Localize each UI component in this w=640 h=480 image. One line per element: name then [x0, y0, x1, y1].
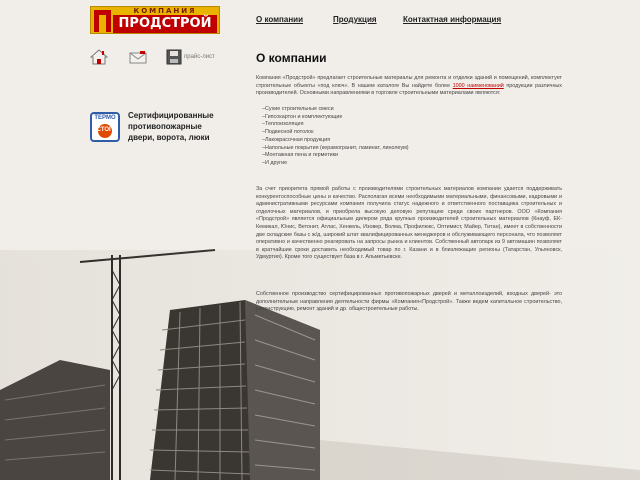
partners-paragraph: За счет приоритета прямой работы с производителями строительных материалов компании удается поддерживать конкурентоспособные цены и качество. Располагая всеми необходимыми материальными, финансовыми, кадровыми и административными ресурсами компания получила статус надежного и ответственного поставщика строительных и отделочных материалов, и приобрела высокую деловую репутацию среди своих партнеров. ООО «Компания «Продстрой» является официальным дилером ряда крупных производителей строительных материалов (Кнауф, ЕК-Кемикал, Юнис, Ветонит, Атлас, Хенкель, Изовер, Волма, Профилюкс, Оптимист, Майер, Титан), имеет в собственности две складские базы с ж/д, широкий штат квалифицированных менеджеров и обслуживающего персонала, что позволяет оперативно и качественно реагировать на запросы рынка и клиентов. Собственный автопарк из 9 автомашин позволяет в кратчайшие сроки доставить необходимый товар по г. Казани и в близлежащие регионы (Татарстан, Ульяновск, Удмуртия). Кроме того существует база в г. Альметьевске.: [256, 186, 562, 261]
production-paragraph: Собственное производство сертифицированных противопожарных дверей и металлоизделий, входных дверей- это дополнительные направления деятельности фирмы «Компания«Продстрой». Также ведем капитальное строительство, реконструкцию, ремонт зданий и др. общестроительные работы.: [256, 291, 562, 313]
list-item: –Сухие строительные смеси: [262, 106, 334, 112]
list-item: –Монтажная пена и герметики: [262, 152, 339, 159]
fire-doors-promo-text[interactable]: [128, 110, 238, 143]
promo-text-line: противопожарные: [128, 122, 202, 131]
logo-top-text: КОМПАНИЯ: [133, 7, 197, 15]
page-title: О компании: [256, 51, 327, 65]
thermostop-logo-line2: СТОП: [96, 127, 114, 133]
list-item: –Напольные покрытия (керамогранит, ламинат, линолеум): [262, 144, 409, 151]
intro-text: Компания «Продстрой» предлагает строительные материалы для ремонта и отделки зданий и помещений, комплектует строительные объекты «под ключ». В нашем каталоге Вы найдете более: [256, 75, 562, 89]
nav-link-contacts[interactable]: Контактная информация: [403, 15, 502, 24]
mail-icon[interactable]: [128, 48, 148, 66]
list-item: –Гипсокартон и комплектующие: [262, 113, 343, 120]
directions-list: [262, 106, 512, 168]
save-disk-icon[interactable]: [166, 48, 182, 66]
home-icon[interactable]: [90, 48, 108, 66]
price-list-label[interactable]: прайс-лист: [184, 54, 215, 60]
catalog-link[interactable]: 1000 наименований: [452, 82, 504, 89]
list-item: –Подвесной потолок: [262, 129, 314, 136]
promo-text-line: двери, ворота, люки: [128, 133, 210, 142]
list-item: –Лакокрасочная продукция: [262, 136, 331, 143]
intro-paragraph: [256, 75, 562, 98]
thermostop-logo[interactable]: [90, 112, 120, 142]
logo-name: ПРОДСТРОЙ: [113, 15, 217, 33]
logo-mark: [94, 10, 111, 32]
promo-text-line: Сертифицированные: [128, 111, 214, 120]
thermostop-logo-line1: ТЕРМО: [94, 115, 116, 121]
nav-link-about[interactable]: О компании: [256, 15, 303, 24]
logo[interactable]: [90, 6, 220, 34]
list-item: –И другие: [262, 159, 288, 166]
list-item: –Теплоизоляция: [262, 121, 304, 128]
nav-link-products[interactable]: Продукция: [333, 15, 377, 24]
intro-text-end: продукции различных производителей. Основными направлениями в торговле строительными материалами являются:: [256, 82, 562, 97]
